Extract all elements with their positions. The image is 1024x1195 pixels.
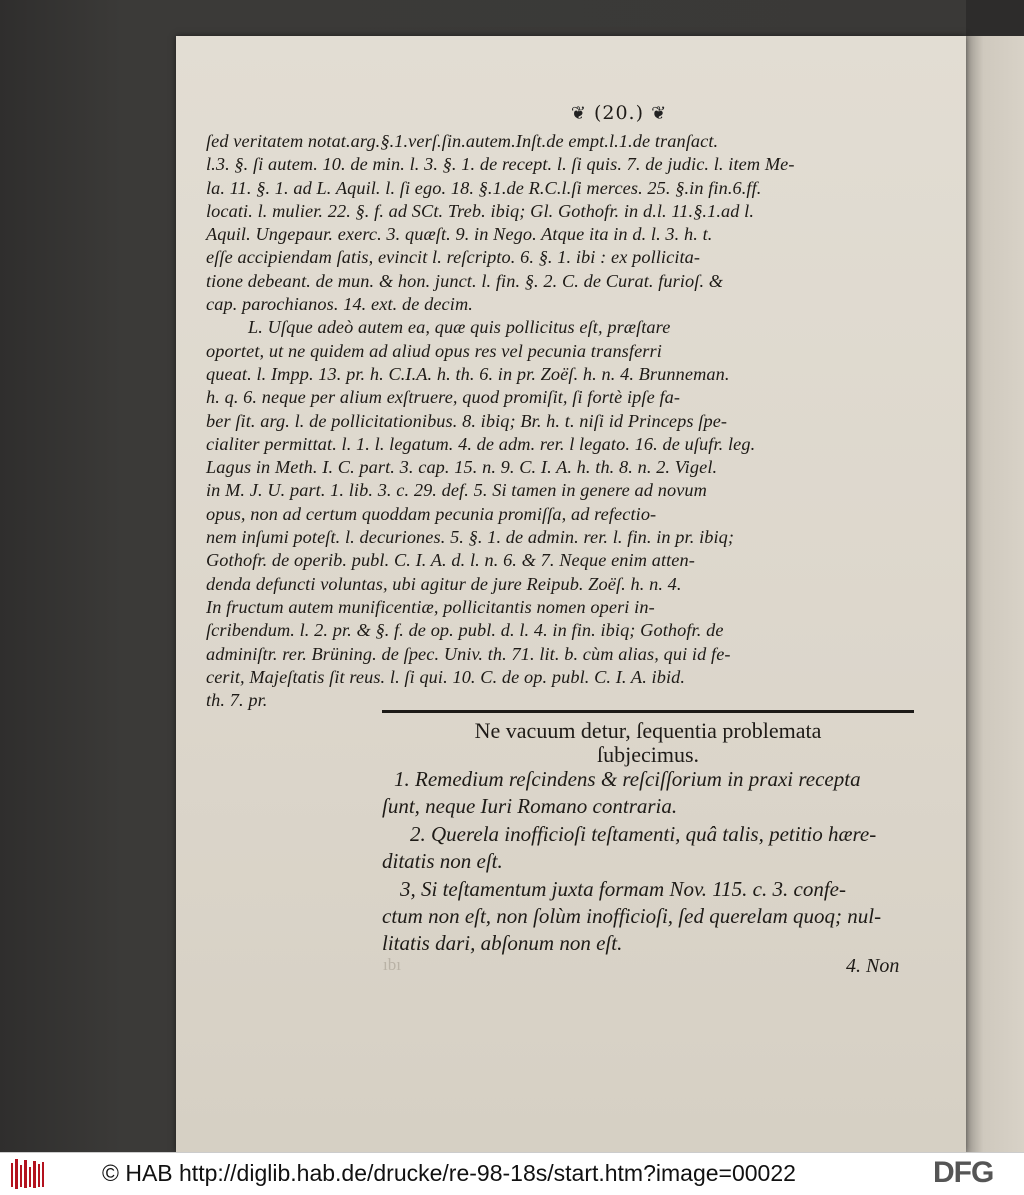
dfg-logo[interactable]: DFG [933,1156,994,1189]
body-line: ſed veritatem notat.arg.§.1.verſ.ſin.autem.Inſt.de empt.l.1.de tranſact. [206,131,719,151]
para-line: queat. l. Impp. 13. pr. h. C.I.A. h. th. 6. in pr. Zoëſ. h. n. 4. Brunneman. [206,363,730,384]
para-line: opus, non ad certum quoddam pecunia promiſſa, ad refectio- [206,503,657,524]
para-line: L. Uſque adeò autem ea, quæ quis pollicitus eſt, præſtare [248,317,671,338]
para-line: cialiter permittat. l. 1. l. legatum. 4. de adm. rer. l legato. 16. de uſufr. leg. [206,433,756,454]
problem-line: 1. Remedium reſcindens & reſciſſorium in praxi recepta [394,767,861,791]
section-heading: Ne vacuum detur, ſequentia problemata [474,718,822,743]
para-line: nem inſumi poteſt. l. decuriones. 5. §. 1. de admin. rer. l. fin. in pr. ibiq; [206,527,735,548]
problem-line: ditatis non eſt. [382,849,503,873]
footer-credit-link[interactable]: © HAB http://diglib.hab.de/drucke/re-98-18s/start.htm?image=00022 [102,1160,796,1186]
body-line: tione debeant. de mun. & hon. junct. l. fin. §. 2. C. de Curat. furioſ. & [206,270,724,291]
facing-page-edge [966,36,1024,1152]
para-line: Lagus in Meth. I. C. part. 3. cap. 15. n. 9. C. I. A. h. th. 8. n. 2. Vigel. [206,457,718,478]
para-line: In fructum autem munificentiæ, pollicitantis nomen operi in- [206,596,655,617]
problem-line: ſunt, neque Iuri Romano contraria. [382,794,678,818]
catchword: 4. Non [846,955,900,977]
para-line: denda defuncti voluntas, ubi agitur de jure Reipub. Zoëſ. h. n. 4. [206,573,682,594]
para-line: th. 7. pr. [206,690,268,711]
fleuron-right-icon: ❦ [651,103,668,124]
body-line: la. 11. §. 1. ad L. Aquil. l. ſi ego. 18. §.1.de R.C.l.ſi merces. 25. §.in fin.6.ff. [206,177,762,198]
viewer-edge [966,0,1024,36]
body-line: l.3. §. ſi autem. 10. de min. l. 3. §. 1. de recept. l. ſi quis. 7. de judic. l. item Me- [206,154,795,175]
page-number: (20.) [593,102,645,124]
body-line: Aquil. Ungepaur. exerc. 3. quæſt. 9. in Nego. Atque ita in d. l. 3. h. t. [206,224,713,245]
problem-line: 2. Querela inofficioſi teſtamenti, quâ talis, petitio hære- [410,822,877,846]
body-line: locati. l. mulier. 22. §. f. ad SCt. Treb. ibiq; Gl. Gothofr. in d.l. 11.§.1.ad l. [206,200,755,221]
para-line: oportet, ut ne quidem ad aliud opus res vel pecunia transferri [206,340,662,361]
running-head [316,102,922,124]
section-heading-cont: ſubjecimus. [596,742,700,767]
para-line: ſcribendum. l. 2. pr. & §. f. de op. publ. d. l. 4. in fin. ibiq; Gothofr. de [206,620,724,641]
bleed-through-text: ıbı [383,955,401,974]
page-text [206,102,922,712]
fleuron-left-icon: ❦ [570,103,587,124]
problem-line: 3, Si teſtamentum juxta formam Nov. 115. c. 3. confe- [400,877,846,901]
section-rule [382,710,914,713]
para-line: Gothofr. de operib. publ. C. I. A. d. l. n. 6. & 7. Neque enim atten- [206,550,695,571]
body-line: cap. parochianos. 14. ext. de decim. [206,294,473,315]
para-line: ber ſit. arg. l. de pollicitationibus. 8. ibiq; Br. h. t. niſi id Princeps ſpe- [206,410,728,431]
para-line: h. q. 6. neque per alium exſtruere, quod promiſit, ſi fortè ipſe fa- [206,387,681,408]
hab-barcode-icon[interactable] [10,1157,46,1191]
para-line: adminiſtr. rer. Brüning. de ſpec. Univ. th. 71. lit. b. cùm alias, qui id fe- [206,643,731,664]
body-line: eſſe accipiendam ſatis, evincit l. reſcripto. 6. §. 1. ibi : ex pollicita- [206,247,701,268]
problem-line: ctum non eſt, non ſolùm inofficioſi, ſed querelam quoq; nul- [382,904,882,928]
problem-line: litatis dari, abſonum non eſt. [382,931,623,955]
para-line: in M. J. U. part. 1. lib. 3. c. 29. def. 5. Si tamen in genere ad novum [206,480,707,501]
para-line: cerit, Majeſtatis ſit reus. l. ſi qui. 10. C. de op. publ. C. I. A. ibid. [206,666,686,687]
